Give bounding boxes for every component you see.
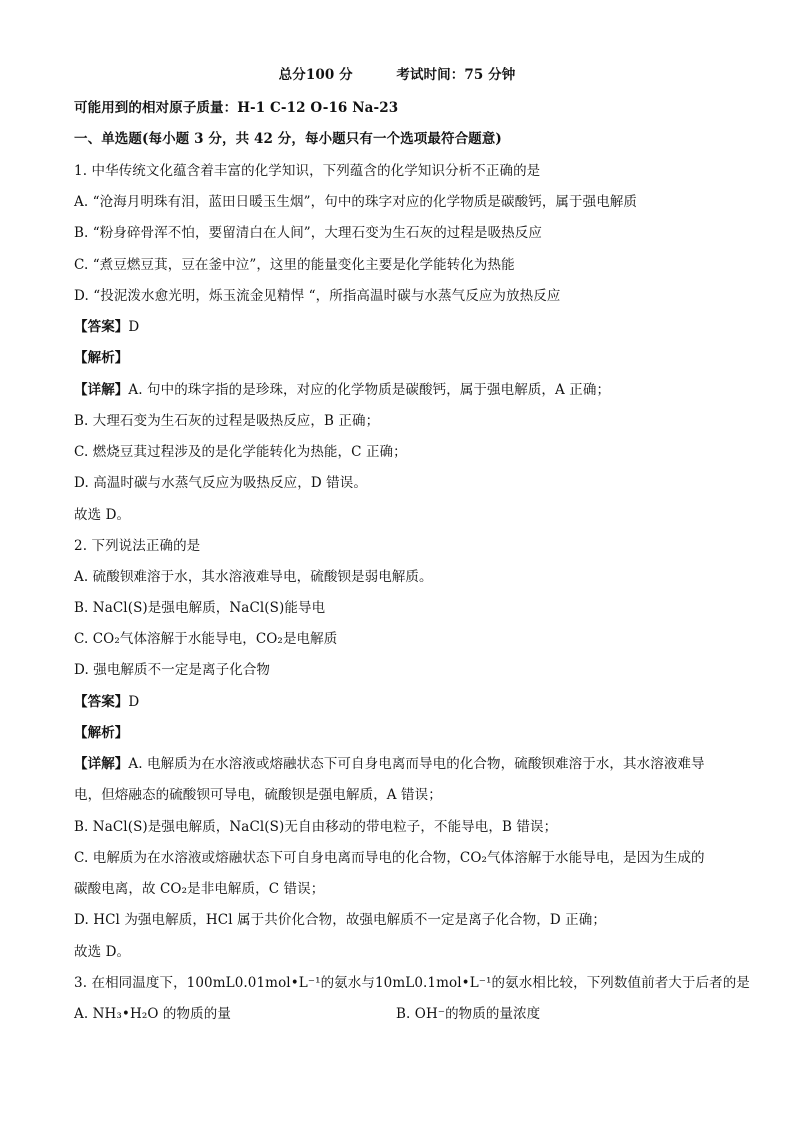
answer-label: 【答案】 xyxy=(74,694,129,710)
question-3-option-a: A. NH₃•H₂O 的物质的量 xyxy=(74,1006,231,1022)
analysis-label: 【解析】 xyxy=(74,725,129,741)
question-3-option-b: B. OH⁻的物质的量浓度 xyxy=(396,1006,541,1022)
question-2-option-d: D. 强电解质不一定是离子化合物 xyxy=(74,662,271,678)
total-score: 总分100 分 xyxy=(278,67,353,83)
question-2-option-c: C. CO₂气体溶解于水能导电，CO₂是电解质 xyxy=(74,631,338,647)
detail-line: A. 电解质为在水溶液或熔融状态下可自身电离而导电的化合物，硫酸钡难溶于水，其水溶液难导 xyxy=(128,756,705,772)
question-1-stem: 1. 中华传统文化蕴含着丰富的化学知识，下列蕴含的化学知识分析不正确的是 xyxy=(74,163,541,179)
detail-line: B. 大理石变为生石灰的过程是吸热反应，B 正确； xyxy=(74,413,380,429)
detail-line: C. 燃烧豆萁过程涉及的是化学能转化为热能，C 正确； xyxy=(74,444,407,460)
question-3-options-row xyxy=(74,1005,734,1023)
question-1-option-c: C. “煮豆燃豆萁，豆在釜中泣”，这里的能量变化主要是化学能转化为热能 xyxy=(74,257,515,273)
detail-conclusion: 故选 D。 xyxy=(74,944,131,960)
question-2-answer xyxy=(74,693,734,711)
detail-conclusion: 故选 D。 xyxy=(74,507,131,523)
answer-value: D xyxy=(128,694,140,710)
detail-label: 【详解】 xyxy=(74,382,129,398)
detail-line: 碳酸电离，故 CO₂是非电解质，C 错误； xyxy=(74,881,325,897)
question-1-option-a: A. “沧海月明珠有泪，蓝田日暖玉生烟”，句中的珠字对应的化学物质是碳酸钙，属于强电解质 xyxy=(74,194,638,210)
exam-header xyxy=(0,66,794,84)
question-1-detail xyxy=(74,381,734,399)
analysis-label: 【解析】 xyxy=(74,350,129,366)
question-1-option-d: D. “投泥泼水愈光明，烁玉流金见精悍 “，所指高温时碳与水蒸气反应为放热反应 xyxy=(74,288,561,304)
detail-line: D. 高温时碳与水蒸气反应为吸热反应，D 错误。 xyxy=(74,475,367,491)
question-1-answer xyxy=(74,318,734,336)
question-2-option-b: B. NaCl(S)是强电解质，NaCl(S)能导电 xyxy=(74,600,326,616)
question-1-option-b: B. “粉身碎骨浑不怕，要留清白在人间”，大理石变为生石灰的过程是吸热反应 xyxy=(74,225,543,241)
question-3-stem: 3. 在相同温度下，100mL0.01mol•L⁻¹的氨水与10mL0.1mol•L⁻¹的氨水相比较，下列数值前者大于后者的是 xyxy=(74,975,750,991)
question-2-option-a: A. 硫酸钡难溶于水，其水溶液难导电，硫酸钡是弱电解质。 xyxy=(74,569,433,585)
section-title: 一、单选题(每小题 3 分，共 42 分，每小题只有一个选项最符合题意) xyxy=(74,131,502,147)
exam-time: 考试时间：75 分钟 xyxy=(396,67,516,83)
detail-label: 【详解】 xyxy=(74,756,129,772)
detail-line: D. HCl 为强电解质，HCl 属于共价化合物，故强电解质不一定是离子化合物，D 正确； xyxy=(74,912,606,928)
question-2-stem: 2. 下列说法正确的是 xyxy=(74,538,201,554)
answer-value: D xyxy=(128,319,140,335)
question-2-detail xyxy=(74,755,734,773)
atomic-masses: 可能用到的相对原子质量：H-1 C-12 O-16 Na-23 xyxy=(74,100,399,116)
question-2-analysis-label xyxy=(74,724,734,742)
detail-line: A. 句中的珠字指的是珍珠，对应的化学物质是碳酸钙，属于强电解质，A 正确； xyxy=(128,382,611,398)
detail-line: 电，但熔融态的硫酸钡可导电，硫酸钡是强电解质，A 错误； xyxy=(74,787,442,803)
detail-line: C. 电解质为在水溶液或熔融状态下可自身电离而导电的化合物，CO₂气体溶解于水能导电，是因为生成的 xyxy=(74,850,705,866)
detail-line: B. NaCl(S)是强电解质，NaCl(S)无自由移动的带电粒子，不能导电，B 错误； xyxy=(74,819,558,835)
question-1-analysis-label xyxy=(74,349,734,367)
answer-label: 【答案】 xyxy=(74,319,129,335)
